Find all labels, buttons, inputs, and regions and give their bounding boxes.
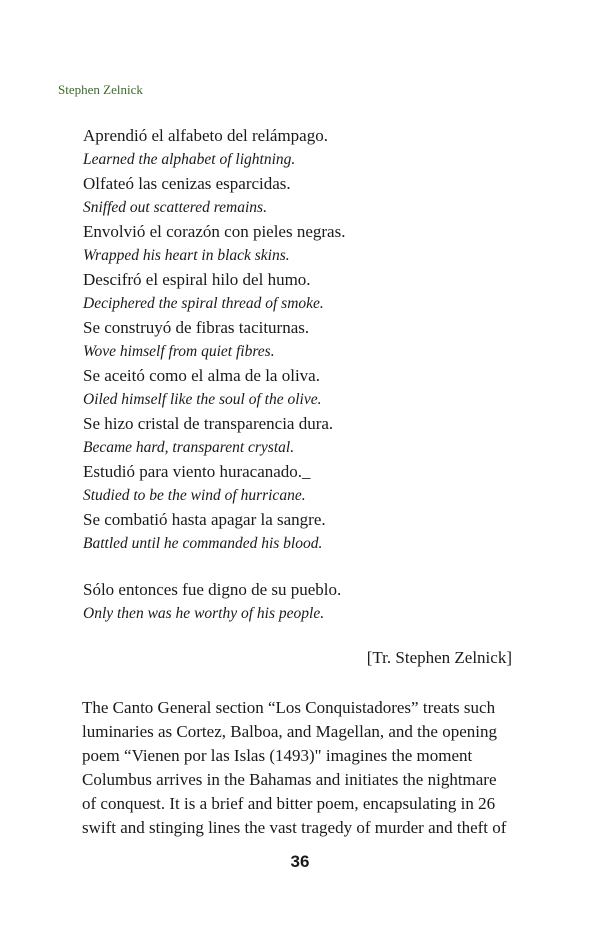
poem-line-english: Only then was he worthy of his people.: [83, 605, 325, 622]
paragraph-line: luminaries as Cortez, Balboa, and Magellan, and the opening: [82, 722, 497, 741]
paragraph-line: of conquest. It is a brief and bitter poem, encapsulating in 26: [82, 794, 496, 813]
paragraph-line: The Canto General section “Los Conquistadores” treats such: [82, 698, 496, 717]
poem-line-spanish: Estudió para viento huracanado._: [83, 462, 311, 481]
paragraph-line: poem “Vienen por las Islas (1493)" imagines the moment: [82, 746, 473, 765]
poem-line-spanish: Se construyó de fibras taciturnas.: [83, 318, 310, 337]
poem-line-spanish: Envolvió el corazón con pieles negras.: [83, 222, 346, 241]
poem-line-spanish: Se aceitó como el alma de la oliva.: [83, 366, 320, 385]
poem-stanza: [83, 124, 345, 556]
poem-line-english: Oiled himself like the soul of the olive.: [83, 391, 322, 408]
poem-line-english: Deciphered the spiral thread of smoke.: [83, 295, 324, 312]
poem-line-english: Sniffed out scattered remains.: [83, 199, 267, 216]
poem-line-spanish: Se hizo cristal de transparencia dura.: [83, 414, 334, 433]
poem-line-spanish: Se combatió hasta apagar la sangre.: [83, 510, 326, 529]
poem-line-spanish: Olfateó las cenizas esparcidas.: [83, 174, 291, 193]
poem-line-english: Studied to be the wind of hurricane.: [83, 487, 306, 504]
poem-line-english: Wrapped his heart in black skins.: [83, 247, 290, 264]
poem-line-spanish: Aprendió el alfabeto del relámpago.: [83, 126, 328, 145]
translator-credit: [Tr. Stephen Zelnick]: [366, 648, 512, 667]
poem-line-english: Learned the alphabet of lightning.: [83, 151, 296, 168]
page-number: 36: [290, 852, 310, 871]
running-header-author: Stephen Zelnick: [58, 82, 143, 97]
poem-line-spanish: Sólo entonces fue digno de su pueblo.: [83, 580, 342, 599]
paragraph-line: Columbus arrives in the Bahamas and initiates the nightmare: [82, 770, 497, 789]
poem-line-english: Battled until he commanded his blood.: [83, 535, 323, 552]
body-paragraph: [82, 696, 552, 840]
poem-line-english: Became hard, transparent crystal.: [83, 439, 295, 456]
paragraph-line: swift and stinging lines the vast tragedy of murder and theft of: [82, 818, 507, 837]
poem-line-english: Wove himself from quiet fibres.: [83, 343, 275, 360]
poem-line-spanish: Descifró el espiral hilo del humo.: [83, 270, 311, 289]
poem-coda: [83, 578, 341, 626]
